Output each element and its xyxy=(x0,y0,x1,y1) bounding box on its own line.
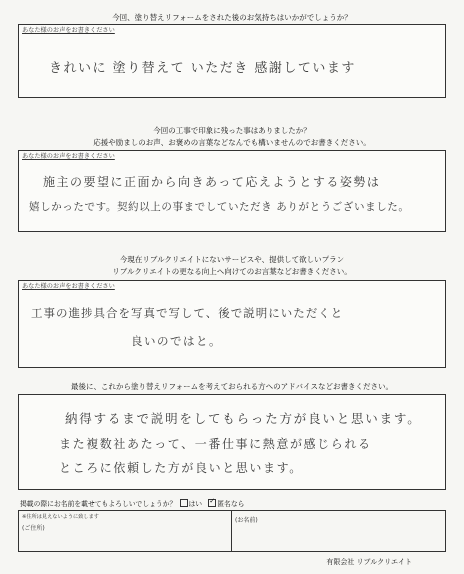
handwriting-4-line-2: また複数社あたって、一番仕事に熱意が感じられる xyxy=(59,437,372,451)
checkbox-yes[interactable] xyxy=(180,499,188,507)
option-anonymous-label: 匿名なら xyxy=(217,500,245,508)
handwriting-4-line-3: ところに依頼した方が良いと思います。 xyxy=(59,461,303,475)
question-3-line-1: 今現在リブルクリエイトにないサービスや、提供して欲しいプラン xyxy=(119,255,345,264)
question-2-line-2: 応援や励ましのお声、お褒めの言葉などなんでも構いませんのでお書きください。 xyxy=(93,138,371,147)
grid-divider xyxy=(231,511,232,551)
contact-grid xyxy=(18,510,446,552)
question-4: 最後に、これから塗り替えリフォームを考えておられる方へのアドバイスなどお書きください。 xyxy=(71,382,393,391)
company-name: 有限会社 リブルクリエイト xyxy=(326,558,412,566)
handwriting-4-line-1: 納得するまで説明をしてもらった方が良いと思います。 xyxy=(65,411,422,426)
answer-box-2 xyxy=(18,150,446,232)
handwriting-3-line-2: 良いのではと。 xyxy=(131,334,222,348)
address-note: ※住所は見えないように致します xyxy=(22,514,99,520)
publish-question: 掲載の際にお名前を載せてもよろしいでしょうか？ xyxy=(20,500,177,508)
handwriting-2-line-2: 嬉しかったです。契約以上の事までしていただき ありがとうございました。 xyxy=(29,201,410,213)
answer-box-1 xyxy=(18,24,446,98)
check-mark-icon: ✓ xyxy=(209,497,216,505)
publish-question-row xyxy=(20,498,244,508)
option-yes-label: はい xyxy=(188,500,203,508)
handwriting-1-line-1: きれいに 塗り替えて いただき 感謝しています xyxy=(49,61,356,76)
checkbox-anonymous[interactable] xyxy=(208,499,216,507)
answer-box-3 xyxy=(18,280,446,368)
question-1: 今回、塗り替えリフォームをされた後のお気持ちはいかがでしょうか？ xyxy=(112,13,352,22)
name-label[interactable]: (お名前) xyxy=(235,517,258,524)
address-label[interactable]: (ご住所) xyxy=(22,525,45,532)
handwriting-3-line-1: 工事の進捗具合を写真で写して、後で説明にいただくと xyxy=(31,306,344,320)
box-label-3: あなた様のお声をお書きください xyxy=(22,283,115,290)
box-label-1: あなた様のお声をお書きください xyxy=(22,27,115,34)
question-2-line-1: 今回の工事で印象に残った事はありましたか？ xyxy=(153,126,311,135)
handwriting-2-line-1: 施主の要望に正面から向きあって応えようとする姿勢は xyxy=(43,175,381,189)
question-3-line-2: リブルクリエイトの更なる向上へ向けてのお言葉などお書きください。 xyxy=(112,267,352,276)
box-label-2: あなた様のお声をお書きください xyxy=(22,153,115,160)
answer-box-4 xyxy=(18,394,446,490)
